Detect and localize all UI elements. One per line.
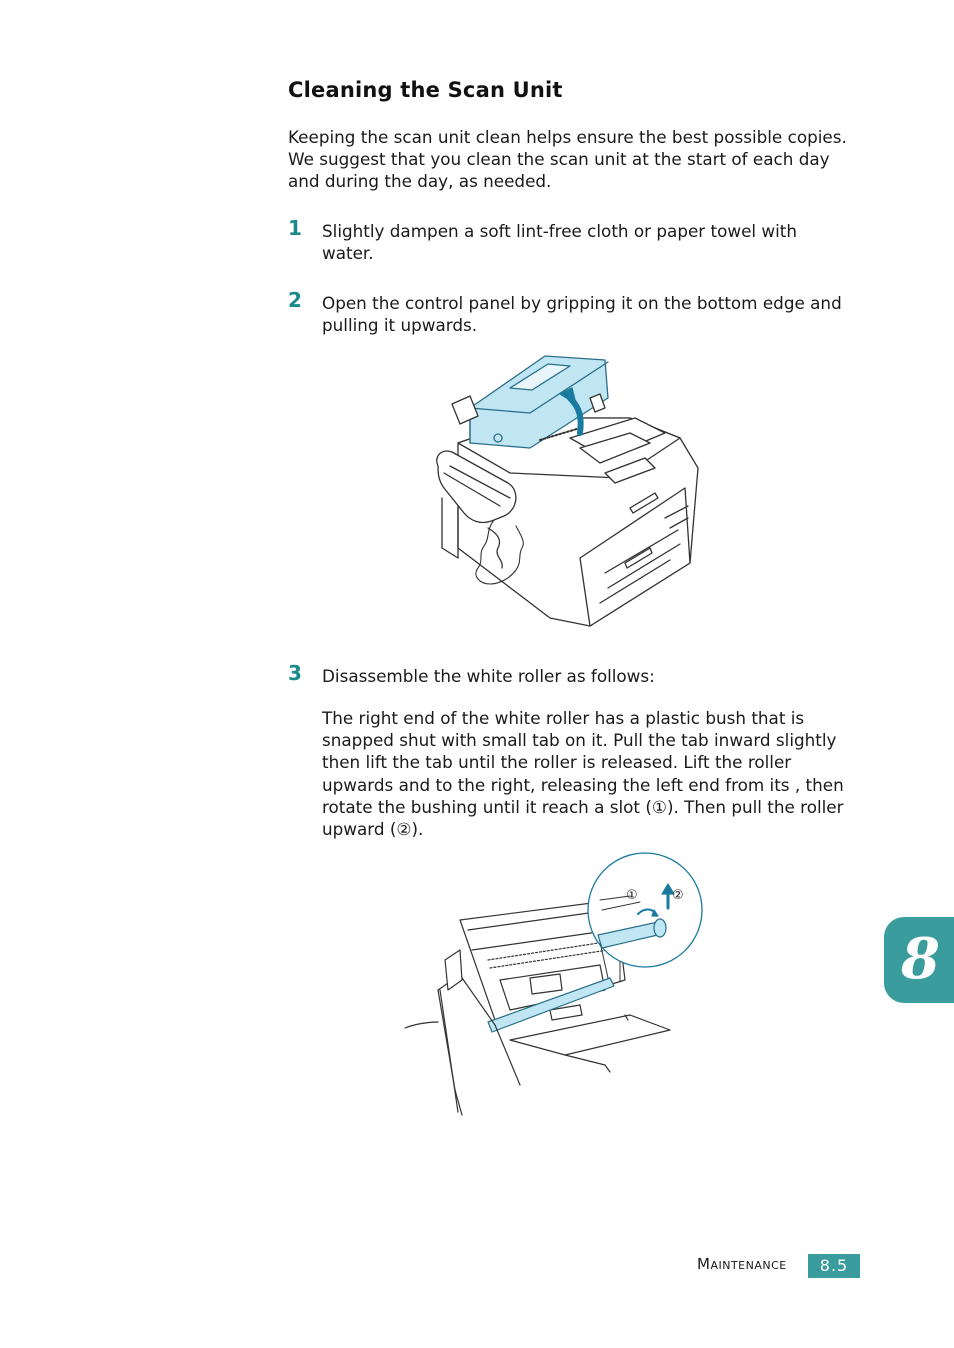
page-number: 8.5 [808, 1254, 860, 1278]
step-detail-3: The right end of the white roller has a plastic bush that is snapped shut with small tab on it. Pull the tab inward slightly then lift the tab until the roller is released. Lift the roller upwards and to the right, releasing the left end from its , then rotate the bushing until it reach a slot (①). Then pull the roller upward (②). [322, 708, 844, 840]
step-number-2: 2 [288, 288, 302, 312]
intro-paragraph: Keeping the scan unit clean helps ensure the best possible copies. We suggest that you clean the scan unit at the start of each day and during the day, as needed. [288, 127, 847, 192]
footer-section-label: Maintenance [697, 1255, 787, 1273]
step-text-1: Slightly dampen a soft lint-free cloth or paper towel with water. [322, 221, 798, 264]
chapter-number: 8 [901, 926, 940, 992]
step-number-1: 1 [288, 216, 302, 240]
figure-label-1: ① [626, 888, 638, 903]
figure-label-2: ② [672, 888, 684, 903]
step-number-3: 3 [288, 661, 302, 685]
step-text-2: Open the control panel by gripping it on the bottom edge and pulling it upwards. [322, 293, 842, 336]
control-panel-illustration [430, 348, 705, 630]
white-roller-illustration [400, 850, 705, 1118]
section-title: Cleaning the Scan Unit [288, 78, 563, 102]
step-text-3: Disassemble the white roller as follows: [322, 666, 655, 686]
